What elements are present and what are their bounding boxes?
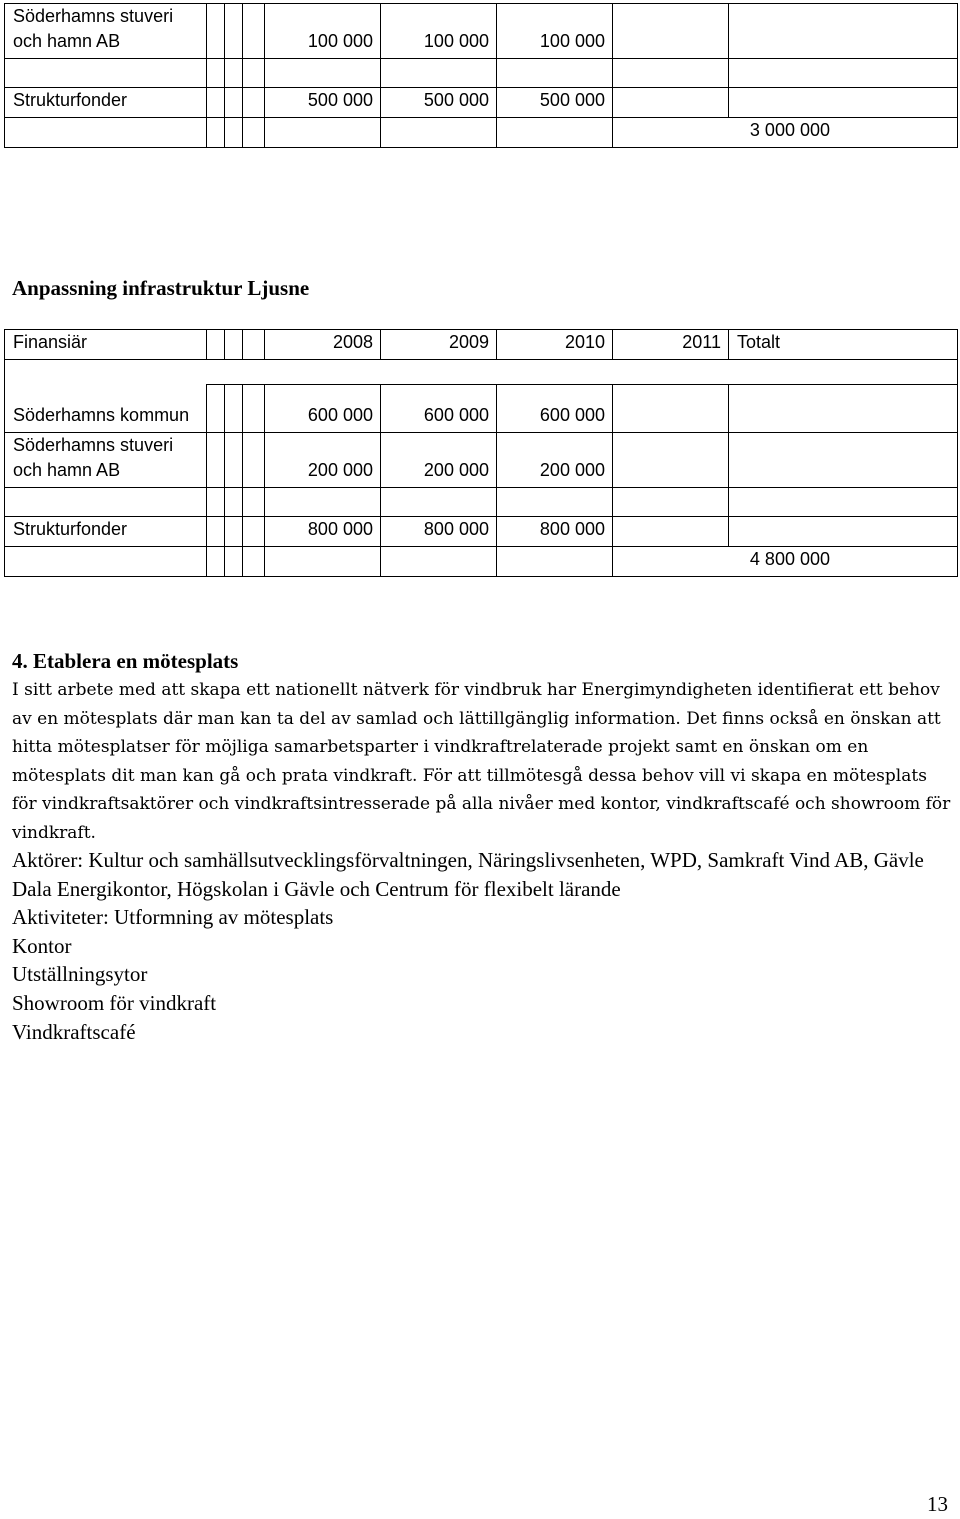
funder-cell: Strukturfonder [5,517,207,547]
activity-item: Utställningsytor [12,962,148,987]
table-header-row [5,330,958,360]
activity-item: Showroom för vindkraft [12,990,217,1015]
activity-item: Vindkraftscafé [12,1019,136,1044]
actors-line: Aktörer: Kultur och samhällsutvecklingsförvaltningen, Näringslivsenheten, WPD, Samkraft Vind AB, Gävle Dala Energikontor, Högskolan i Gävle och Centrum för flexibelt lärande [12,848,924,901]
table-row [5,4,958,59]
table-row [5,385,958,433]
amount-cell: 200 000 [381,433,497,488]
amount-cell: 200 000 [265,433,381,488]
amount-cell [613,385,729,433]
column-header-total: Totalt [729,330,958,360]
total-cell [729,385,958,433]
amount-cell: 100 000 [381,4,497,59]
table-row [5,118,958,148]
funder-cell: Söderhamns kommun [5,385,207,433]
funder-cell: Söderhamns stuveri och hamn AB [5,4,207,59]
amount-cell: 500 000 [381,88,497,118]
actors-and-activities [12,846,952,1046]
table-row [5,517,958,547]
amount-cell: 500 000 [497,88,613,118]
total-cell [729,4,958,59]
funder-cell: Strukturfonder [5,88,207,118]
column-header-year: 2008 [265,330,381,360]
table-row [5,360,958,385]
column-header-funder: Finansiär [5,330,207,360]
total-cell: 3 000 000 [613,118,958,148]
amount-cell: 100 000 [497,4,613,59]
section-heading: 4. Etablera en mötesplats [12,649,239,673]
total-cell: 4 800 000 [613,547,958,577]
amount-cell: 200 000 [497,433,613,488]
page-number: 13 [927,1492,948,1516]
financing-table-continued [4,3,958,148]
funder-cell [5,547,207,577]
section-title: Anpassning infrastruktur Ljusne [12,276,310,300]
table-row [5,547,958,577]
total-cell [729,433,958,488]
amount-cell [613,88,729,118]
funder-cell [5,59,207,88]
column-header-year: 2010 [497,330,613,360]
total-cell [729,88,958,118]
table-row [5,88,958,118]
activity-item: Aktiviteter: Utformning av mötesplats [12,905,334,930]
column-header-year: 2009 [381,330,497,360]
amount-cell [613,433,729,488]
funder-cell: Söderhamns stuveri och hamn AB [5,433,207,488]
amount-cell: 800 000 [265,517,381,547]
funder-cell [5,488,207,517]
amount-cell: 800 000 [381,517,497,547]
table-row [5,433,958,488]
table-row [5,59,958,88]
financing-table-ljusne [4,329,958,577]
amount-cell: 100 000 [265,4,381,59]
amount-cell [613,4,729,59]
total-cell [729,517,958,547]
amount-cell: 600 000 [381,385,497,433]
amount-cell [613,517,729,547]
column-header-year: 2011 [613,330,729,360]
body-paragraph: I sitt arbete med att skapa ett nationellt nätverk för vindbruk har Energimyndigheten identifierat ett behov av en mötesplats där man kan ta del av samlad och lättillgänglig information. Det finns också en önskan att hitta mötesplatser för möjliga samarbetsparter i vindkraftrelaterade projekt samt en önskan om en mötesplats dit man kan gå och prata vindkraft. För att tillmötesgå dessa behov vill vi skapa en mötesplats för vindkraftsaktörer och vindkraftsintresserade på alla nivåer med kontor, vindkraftscafé och showroom för vindkraft. [12,680,951,843]
table-row [5,488,958,517]
amount-cell: 600 000 [265,385,381,433]
amount-cell: 500 000 [265,88,381,118]
section-body [12,676,952,848]
funder-cell [5,118,207,148]
amount-cell: 800 000 [497,517,613,547]
activity-item: Kontor [12,933,72,958]
amount-cell: 600 000 [497,385,613,433]
